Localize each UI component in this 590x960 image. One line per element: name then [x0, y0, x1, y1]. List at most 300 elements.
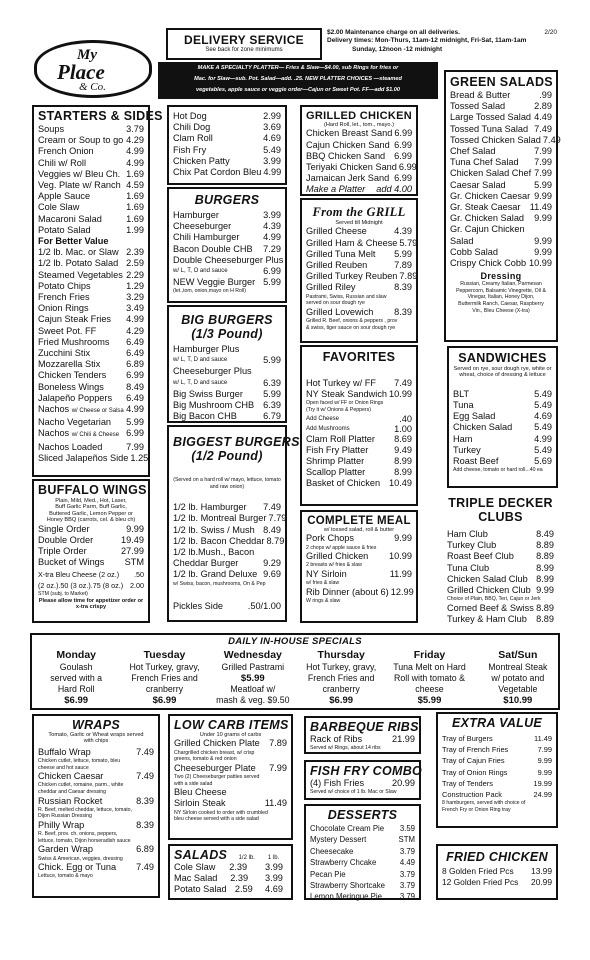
item-name: Big Bacon CHB	[173, 411, 237, 422]
special-friday	[385, 649, 473, 706]
item-description: Swiss & American, veggies, dressing	[38, 855, 123, 862]
special-day: Wednesday	[223, 649, 282, 661]
item-price: 8.49	[263, 524, 281, 535]
item-price: 7.99	[534, 146, 552, 157]
item-price: 8.89	[536, 614, 554, 625]
item-name: Chili w/ Roll	[38, 157, 86, 168]
menu-item-row	[442, 755, 552, 766]
extra-value-list	[442, 733, 552, 800]
lovewich-note-2: & swiss, tiger sauce on sour dough rye	[306, 324, 396, 331]
special-line: Tuna Melt on Hard	[393, 662, 466, 672]
item-price: 5.49	[534, 422, 552, 433]
favorites-title: FAVORITES	[322, 350, 396, 364]
item-description: Chargrilled chicken breast, w/ crisp	[174, 749, 255, 756]
menu-item-row	[450, 101, 552, 112]
big-burgers-subtitle: (1/3 Pound)	[191, 327, 263, 341]
menu-item-row	[38, 569, 144, 580]
item-price: 6.99	[394, 139, 412, 150]
special-price: $10.99	[503, 695, 533, 706]
item-name: Rib Dinner (about 6)	[306, 586, 389, 597]
item-price: 1.29	[126, 280, 144, 291]
triple-list-2	[447, 603, 554, 625]
special-line: Hot Turkey, gravy,	[306, 662, 377, 672]
menu-item-row	[173, 558, 281, 569]
item-name: Gr. Cajun Chicken	[450, 224, 525, 235]
menu-item-row: 2 breasts w/ fries & slaw	[306, 562, 362, 569]
menu-item-row	[453, 422, 552, 433]
item-name: 1/2 lb. Grand Deluxe	[173, 569, 258, 580]
special-sat-sun	[474, 649, 562, 706]
item-name: Double Cheeseburger Plus	[173, 254, 284, 265]
menu-item-row	[173, 133, 281, 144]
item-name: Hamburger Plus	[173, 344, 240, 354]
special-line: Montreal Steak	[488, 662, 548, 672]
menu-item-row	[306, 249, 412, 260]
special-price: $5.99	[417, 695, 442, 706]
item-price: 3.99	[263, 210, 281, 220]
menu-item-row	[173, 400, 281, 411]
buffalo-wings-section	[32, 479, 150, 623]
menu-item-row	[173, 569, 281, 580]
menu-item-row	[306, 445, 412, 456]
item-name: Cobb Salad	[450, 246, 499, 257]
menu-item-row: Garden Wrap 6.89	[38, 844, 154, 855]
menu-item-row	[310, 857, 415, 868]
favorites-section	[300, 345, 418, 506]
special-day: Thursday	[317, 649, 365, 661]
item-price: 2.39	[126, 247, 144, 258]
special-price: $6.99	[64, 695, 89, 706]
grilled-chicken-title: GRILLED CHICKEN	[306, 110, 412, 122]
item-name: Tossed Salad	[450, 101, 506, 112]
favorites-list-bottom	[306, 434, 412, 490]
sandwiches-sub-1: Served on rye, sour dough rye, white or	[453, 366, 552, 372]
item-name: Zucchini Stix	[38, 348, 91, 359]
item-name: Cream or Soup to go	[38, 135, 124, 146]
item-price: 8.89	[536, 602, 554, 613]
item-price: 9.99	[534, 213, 552, 224]
menu-item-row	[442, 866, 552, 877]
special-day: Sat/Sun	[498, 649, 538, 661]
note-line: Buttered Garlic, Lemon Pepper or	[49, 510, 133, 517]
grilled-chicken-list	[306, 128, 417, 195]
item-price: 13.99	[531, 866, 552, 876]
menu-item-row	[173, 535, 285, 547]
fried-chicken-title: FRIED CHICKEN	[446, 850, 548, 864]
item-description: R. Beef, melted cheddar, lettuce, tomato,	[38, 806, 133, 813]
item-name: Apple Sauce	[38, 191, 91, 202]
item-price: 6.49	[126, 348, 144, 359]
grilled-chicken-subtitle: (Hard Roll, let., tom., mayo.)	[324, 122, 394, 128]
sandwiches-sub-2: wheat, choice of dressing & lettuce	[459, 372, 546, 379]
menu-item-row: STM (subj. to Market)	[38, 590, 88, 597]
item-price: 4.39	[394, 226, 412, 237]
item-name: Tray of Tenders	[442, 778, 493, 788]
grilled-chicken-section	[300, 105, 418, 196]
biggest-burgers-subtitle: (1/2 Pound)	[191, 449, 263, 463]
item-price: 2.59	[234, 884, 253, 895]
menu-item-row	[306, 478, 412, 489]
special-line: French Fries and	[307, 673, 375, 683]
menu-item-row: Chicken Caesar 7.49	[38, 771, 154, 782]
item-price: 9.99	[534, 246, 552, 257]
menu-item-row	[306, 456, 412, 467]
menu-item-row	[442, 767, 552, 778]
wraps-title: WRAPS	[71, 718, 121, 732]
menu-item-row	[173, 547, 281, 558]
menu-item-row	[450, 224, 552, 235]
menu-item-row	[306, 414, 412, 424]
menu-item-row	[450, 191, 552, 202]
wings-list	[38, 524, 144, 598]
menu-item-row	[38, 314, 144, 325]
item-name: Ham	[453, 433, 473, 444]
menu-item-row	[38, 557, 144, 568]
fish-fry-note: Served w/ choice of 1 lb. Mac or Slaw	[310, 789, 397, 796]
item-price: 9.99	[537, 756, 552, 766]
menu-item-row	[173, 156, 281, 167]
item-name: BLT	[453, 388, 470, 399]
item-name: Bread & Butter	[450, 90, 511, 100]
item-price	[550, 224, 552, 235]
hotdog-list	[173, 111, 281, 178]
menu-item-row	[306, 533, 412, 544]
item-price: 7.49	[534, 123, 552, 134]
menu-item-row	[450, 247, 552, 258]
menu-item-row	[38, 348, 144, 359]
item-price: 19.99	[533, 778, 552, 788]
item-name: Fried Mushrooms	[38, 336, 110, 347]
menu-code: 2/20	[544, 29, 557, 36]
item-description: cheese and hot sauce	[38, 764, 89, 771]
sandwiches-note: Add cheese, tomato or hard roll...40 ea	[453, 467, 543, 474]
item-name: French Fries	[38, 292, 90, 303]
item-name: For Better Value	[38, 236, 109, 247]
item-price: 2.89	[534, 101, 552, 112]
favorites-adds	[306, 414, 412, 434]
item-description: Chicken cutlet, romaine, parm., white	[38, 782, 124, 789]
item-price: 5.49	[534, 400, 552, 411]
item-name: NEW Veggie Burger	[173, 277, 256, 288]
item-price: 5.99	[263, 277, 281, 288]
menu-item-row	[306, 587, 412, 598]
delivery-subtitle: See back for zone minimums	[205, 47, 283, 53]
menu-item-row	[38, 417, 144, 428]
menu-item-row	[173, 502, 281, 513]
menu-item-row	[173, 513, 287, 524]
note-line: Honey BBQ (carrots, cel. & bleu ch)	[46, 517, 136, 524]
menu-item-row	[450, 258, 552, 269]
menu-item-row	[38, 303, 144, 314]
menu-item-row	[306, 569, 412, 580]
item-price: 3.99	[265, 862, 283, 872]
item-price: 4.99	[263, 167, 282, 178]
item-description: Chicken cutlet, lettuce, tomato, bleu	[38, 758, 121, 765]
item-price: 8.99	[536, 573, 554, 584]
item-name: Scallop Platter	[306, 467, 366, 478]
item-price: 11.99	[389, 569, 412, 580]
item-name: Clam Roll	[173, 133, 213, 144]
item-name: Crispy Chick Cobb	[450, 258, 527, 269]
item-name: Tuna	[453, 400, 474, 411]
biggest-burgers-section	[167, 425, 300, 622]
menu-item-row	[174, 884, 287, 895]
note-line: Peppercorn, Balsamic Vinegrette, Oil &	[456, 287, 546, 294]
item-name: Clam Roll Platter	[306, 433, 375, 444]
banner-line-2: Mac. for Slaw—sub. Pot. Salad—add. .25. NEW PLATTER CHOICES —steamed	[194, 76, 402, 82]
daily-specials-title: DAILY IN-HOUSE SPECIALS	[228, 636, 362, 647]
item-name: Hot Turkey w/ FF	[306, 378, 376, 388]
sandwiches-list	[453, 389, 552, 467]
salads-list	[174, 862, 287, 896]
menu-item-row	[310, 880, 415, 891]
special-line: $5.99	[240, 673, 265, 684]
extra-value-title: EXTRA VALUE	[451, 716, 543, 730]
item-price: 3.79	[399, 892, 415, 902]
sandwiches-section	[447, 346, 558, 488]
menu-item-row	[447, 603, 554, 614]
from-grill-title: From the GRILL	[312, 205, 406, 219]
menu-item-row	[174, 862, 287, 873]
special-tuesday	[120, 649, 208, 706]
item-price: 1.69	[126, 191, 144, 202]
lovewich-note-1: Grilled R. Beef, onions & peppers , prov	[306, 318, 398, 325]
menu-item-row	[173, 244, 281, 255]
menu-item-row	[306, 434, 412, 445]
menu-item-row	[38, 535, 144, 546]
low-carb-list	[174, 738, 287, 822]
item-name: Chicken Patty	[173, 155, 230, 166]
menu-item-row	[453, 456, 552, 467]
item-name: Cheesecake	[310, 846, 354, 856]
item-description: greens, tomato & red onion	[174, 756, 237, 763]
note-line: Vinegar, Italian, Honey Dijon,	[467, 294, 535, 301]
item-name: Basket of Chicken	[306, 478, 381, 489]
riley-note-2: served on sour dough rye	[306, 300, 365, 307]
item-description: cheddar and Caesar dressing	[38, 789, 107, 796]
note-line: x-tra crispy	[75, 603, 107, 610]
item-price: 9.29	[263, 558, 281, 569]
from-grill-list	[306, 226, 418, 293]
menu-item-row	[306, 184, 412, 195]
menu-item-row	[450, 146, 552, 157]
complete-meal-title: COMPLETE MEAL	[307, 515, 411, 527]
menu-item-row	[38, 202, 144, 213]
item-name: Mystery Dessert	[310, 835, 367, 845]
item-name: NY Sirloin	[306, 569, 347, 580]
low-carb-section	[168, 714, 293, 840]
item-name: Grilled Tuna Melt	[306, 248, 376, 259]
item-name: Sweet Pot. FF	[38, 325, 97, 336]
menu-item-row	[450, 90, 552, 101]
item-name: Pork Chops	[306, 533, 355, 544]
delivery-times: Delivery times: Mon-Thurs, 11am-12 midnight, Fri-Sat, 11am-1am	[327, 37, 527, 45]
item-name: X-tra Bleu Cheese (2 oz.)	[38, 569, 120, 579]
item-name: Chicken Salad Chef	[450, 168, 532, 179]
item-price	[283, 255, 285, 266]
menu-item-row	[306, 173, 412, 184]
wraps-list	[38, 747, 154, 880]
starters-sides-section	[32, 105, 163, 477]
menu-item-row: Philly Wrap 8.39	[38, 820, 154, 831]
menu-item-row	[38, 214, 144, 225]
menu-item-row	[306, 140, 412, 151]
menu-item-row	[38, 270, 144, 281]
item-price: 4.69	[534, 411, 552, 422]
item-name: Grilled Turkey Reuben	[306, 271, 398, 282]
menu-item-row	[306, 551, 412, 562]
item-price: 4.49	[399, 858, 415, 868]
menu-item-row	[306, 389, 412, 400]
wraps-section	[32, 714, 160, 898]
item-price: 4.59	[126, 180, 144, 191]
item-name: Cole Slaw	[38, 202, 80, 213]
menu-item-row: W rings & slaw	[306, 598, 341, 605]
menu-item-row: w/ L, T, D and sauce 5.99	[173, 355, 281, 366]
item-name: Hamburger	[173, 210, 219, 220]
item-name: Grilled Ham & Cheese	[306, 237, 398, 248]
item-name: Veggies w/ Bleu Ch.	[38, 168, 121, 179]
menu-item-row	[38, 404, 144, 417]
special-line: Goulash	[59, 662, 93, 672]
note-line: Russian, Creamy Italian, Parmesan	[460, 281, 542, 288]
bbq-title: BARBEQUE RIBS	[310, 720, 419, 734]
item-price: 5.99	[394, 248, 412, 259]
menu-item-row	[450, 157, 552, 168]
item-price: 9.99	[126, 523, 144, 534]
item-name: Onion Rings	[38, 303, 89, 314]
item-price: 7.89	[394, 260, 412, 271]
item-name: Tuna Chef Salad	[450, 157, 519, 168]
item-name: 1/2 lb. Potato Salad	[38, 258, 119, 269]
menu-item-row	[38, 524, 144, 535]
item-name: Teriyaki Chicken Sand	[306, 162, 397, 173]
note-line: Plain, Mild, Med., Hot, Laser,	[55, 498, 127, 504]
item-price: 4.69	[265, 884, 283, 895]
item-price: 9.99	[536, 585, 554, 596]
menu-item-row	[306, 151, 412, 162]
item-price: 11.49	[529, 202, 552, 213]
menu-item-row: Sirloin Steak 11.49	[174, 798, 287, 809]
item-name: Tossed Tuna Salad	[450, 123, 529, 134]
note-line: Vin., Bleu Cheese (X-tra)	[472, 307, 530, 314]
triple-note: Choice of Plain, BBQ, Teri, Cajun or Jerk	[447, 596, 541, 603]
item-name: Jalapeño Poppers	[38, 392, 113, 403]
item-description: lettuce, tomato, Dijon horseradish sauce	[38, 837, 131, 844]
item-name: Soups	[38, 124, 65, 134]
item-price: 3.79	[399, 846, 415, 856]
special-line: mash & veg. $9.50	[216, 695, 290, 705]
item-name: Big Mushroom CHB	[173, 400, 255, 411]
item-name: Cajun Chicken Sand	[306, 139, 390, 150]
fried-chicken-list	[442, 866, 552, 888]
pickles-side-row: Pickles Side .50/1.00	[173, 601, 281, 612]
menu-item-row	[38, 428, 144, 441]
menu-item-row	[306, 271, 418, 282]
item-price: 7.49	[542, 134, 561, 145]
item-name: Chicken Salad Club	[447, 573, 528, 584]
item-price: 5.49	[534, 444, 552, 455]
item-name: Big Swiss Burger	[173, 388, 243, 399]
special-day: Friday	[413, 649, 446, 661]
menu-item-row: 2 chops w/ apple sauce & fries	[306, 544, 377, 551]
item-price: 7.99	[534, 157, 552, 168]
menu-item-row: Chick. Egg or Tuna 7.49	[38, 862, 154, 873]
menu-item-row	[306, 282, 412, 293]
item-name: Caesar Salad	[450, 179, 506, 190]
item-name: 8 Golden Fried Pcs	[442, 866, 514, 876]
item-price: 1.69	[126, 168, 144, 179]
delivery-charge: $2.00 Maintenance charge on all deliveries.	[327, 29, 460, 36]
item-price	[142, 236, 144, 247]
item-price: 7.29	[263, 243, 281, 254]
item-name: Bucket of Wings	[38, 557, 105, 568]
menu-item-row	[38, 135, 144, 146]
item-price: 3.99	[263, 155, 281, 166]
item-price: 8.99	[536, 562, 554, 573]
item-price: 10.49	[389, 478, 412, 489]
menu-item-row	[38, 169, 144, 180]
favorites-note-1: Open faced w/ FF or Onion Rings	[306, 400, 384, 407]
item-price: 5.99	[126, 417, 144, 428]
item-price: .50	[134, 569, 144, 579]
menu-item-row: w/ Swiss, bacon, mushrooms, On & Pep	[173, 580, 266, 587]
menu-item-row: w/ L, T, O and sauce 6.99	[173, 266, 281, 277]
item-price: 9.99	[394, 533, 412, 544]
item-price: 5.79	[399, 237, 418, 248]
item-price: 3.99	[265, 873, 283, 884]
item-price: STM	[398, 835, 415, 845]
item-price: 2.59	[126, 258, 144, 269]
menu-item-row	[38, 370, 144, 381]
starters-list	[38, 124, 149, 464]
item-name: Salad	[450, 235, 474, 246]
special-thursday	[297, 649, 385, 706]
menu-item-row	[173, 277, 281, 288]
item-price: 8.99	[394, 456, 412, 466]
fried-chicken-section	[436, 844, 558, 900]
menu-item-row	[38, 359, 144, 370]
item-name: Nachos Loaded	[38, 441, 103, 452]
menu-item-row	[38, 146, 144, 157]
menu-item-row	[38, 158, 144, 169]
item-name: Strawberry Shortcake	[310, 881, 385, 891]
item-price: .40	[399, 413, 412, 424]
item-name: Tray of French Fries	[442, 745, 509, 755]
special-day: Monday	[56, 649, 96, 661]
menu-item-row	[173, 232, 281, 243]
item-price: 4.99	[534, 433, 552, 444]
item-price: 6.39	[263, 400, 281, 411]
item-name: Gr. Chicken Caesar	[450, 190, 531, 201]
extra-value-note-1: 8 hamburgers, served with choice of	[442, 800, 526, 807]
item-price: 2.39	[229, 862, 248, 872]
menu-item-row	[38, 580, 144, 591]
item-name: Chili Hamburger	[173, 232, 240, 243]
item-price	[279, 547, 281, 558]
menu-item-row	[450, 124, 552, 135]
item-name: Grilled Chicken	[306, 551, 369, 562]
item-name: Sliced Jalapeños Side	[38, 452, 129, 463]
item-name: Cheeseburger	[173, 221, 232, 232]
item-price: 10.99	[389, 389, 413, 400]
menu-item-row	[447, 563, 554, 574]
item-price: 5.69	[534, 456, 552, 467]
item-price: 4.49	[534, 112, 552, 123]
item-description: R. Beef, prov. ch. onions, peppers,	[38, 831, 118, 838]
special-day: Tuesday	[143, 649, 186, 661]
item-name: Strawberry Chcake	[310, 858, 377, 868]
